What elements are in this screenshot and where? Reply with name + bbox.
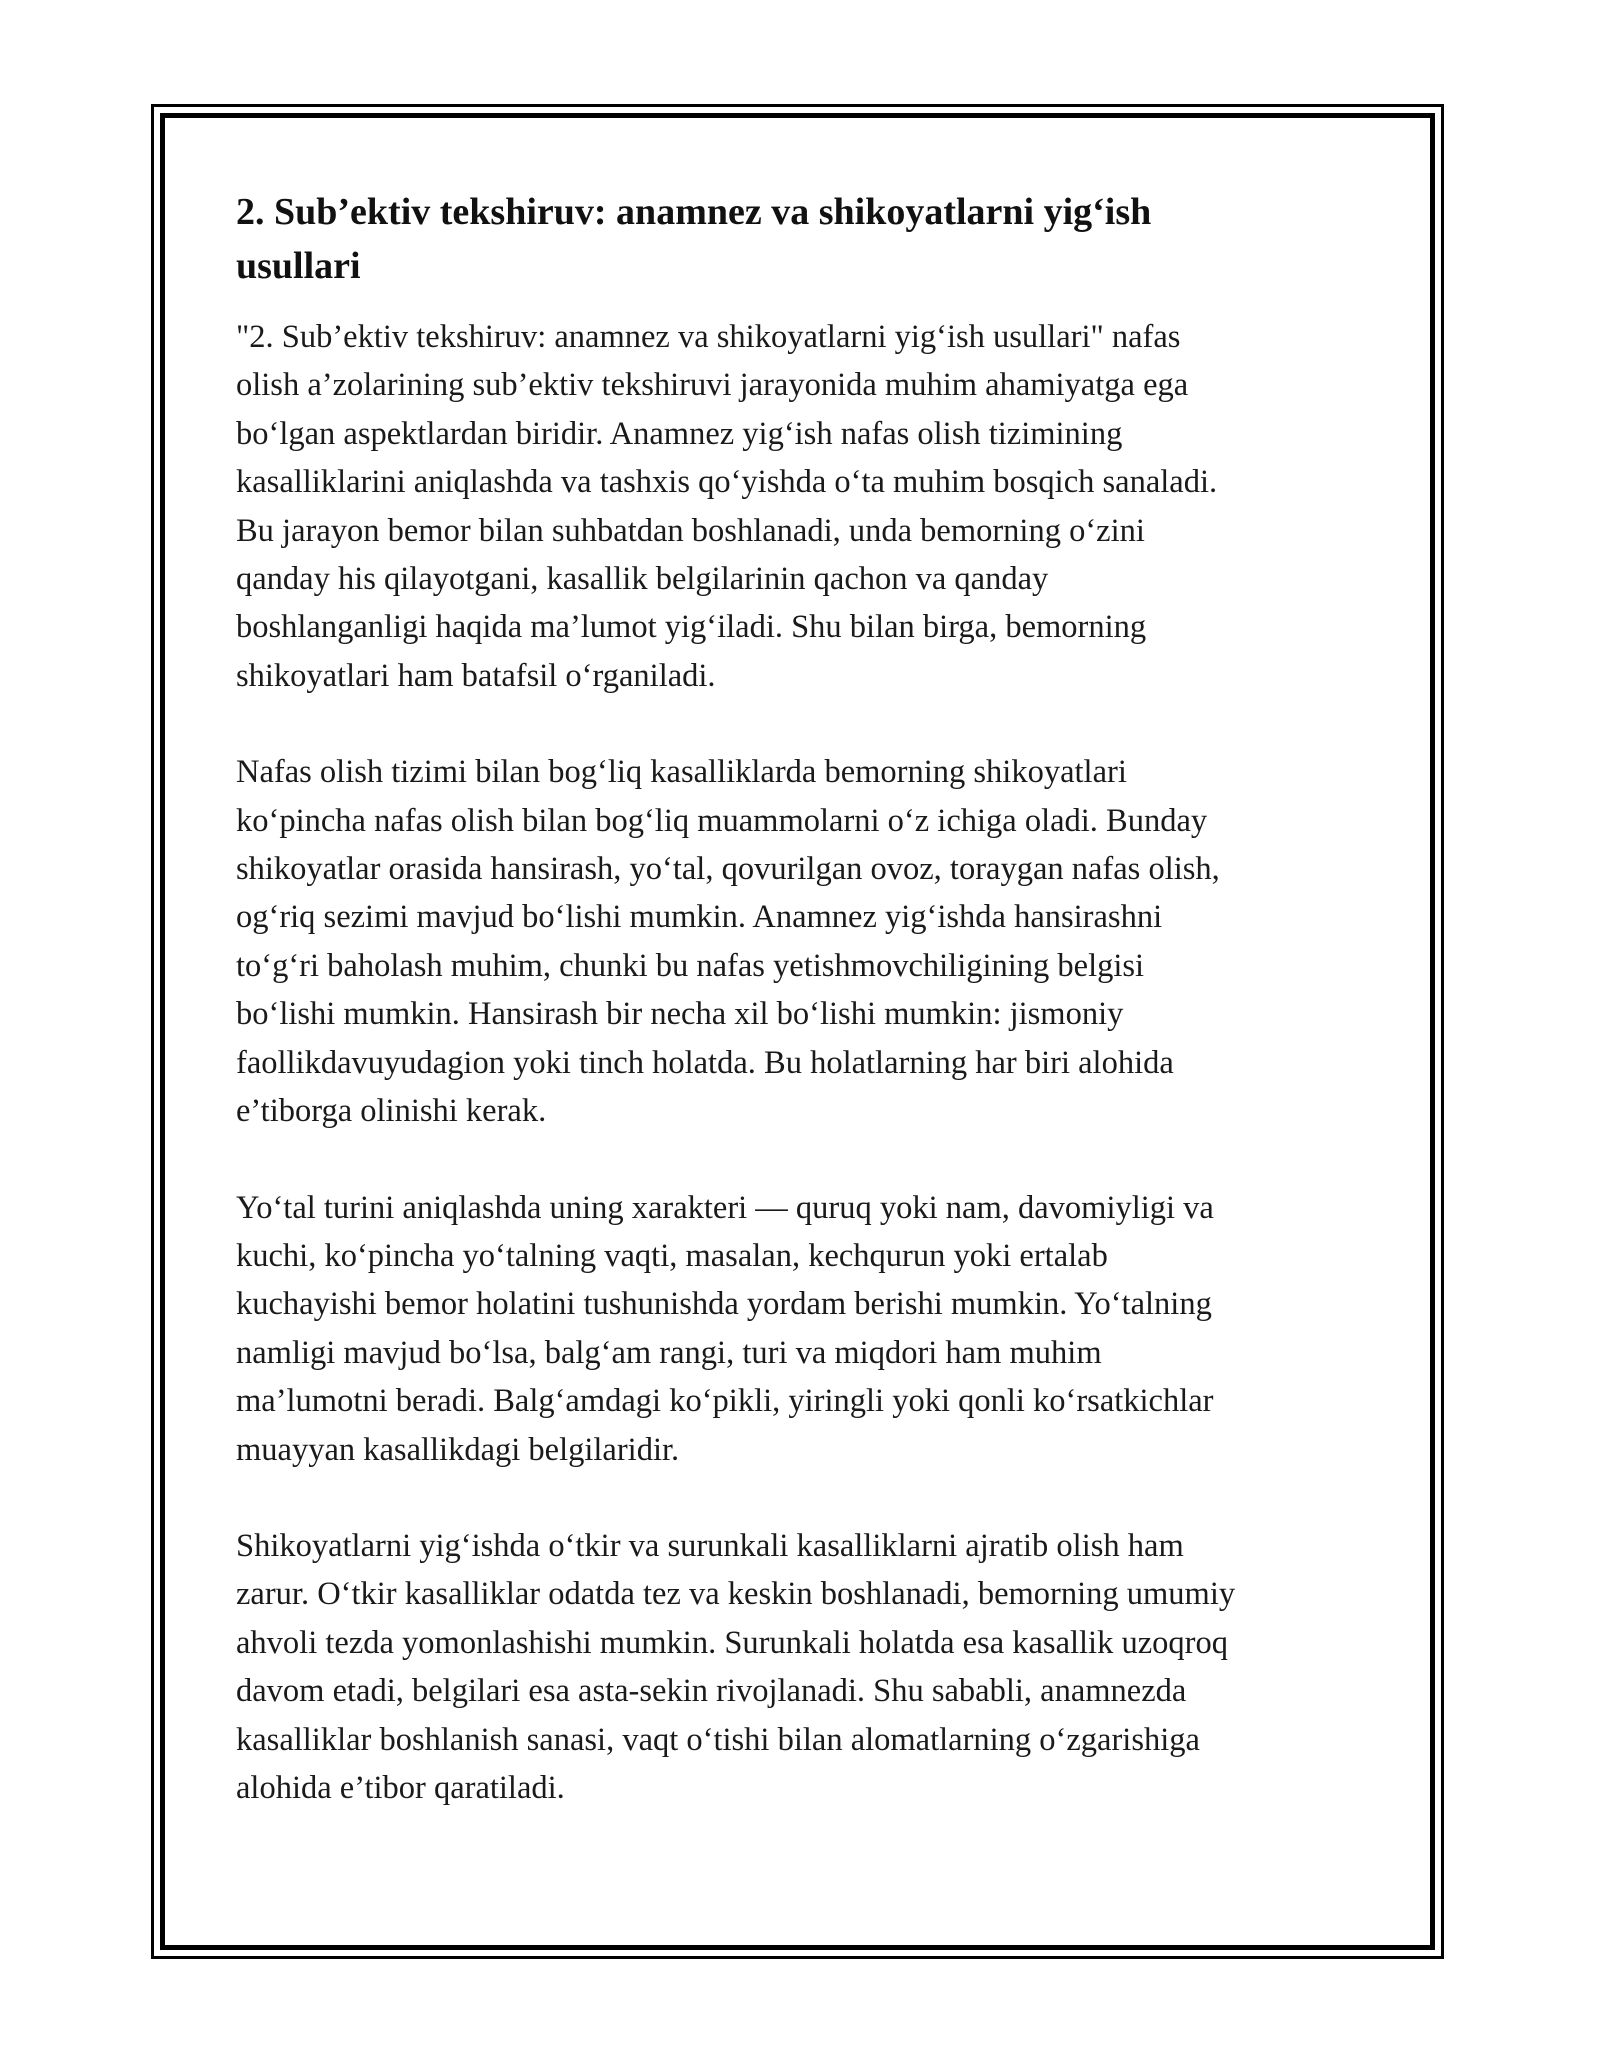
paragraph-4: Shikoyatlarni yig‘ishda o‘tkir va surunkali kasalliklarni ajratib olish ham zarur. O‘tkir kasalliklar odatda tez va keskin boshlanadi, bemorning umumiy ahvoli tezda yomonlashishi mumkin. Surunkali holatda esa kasallik uzoqroq davom etadi, belgilari esa asta-sekin rivojlanadi. Shu sababli, anamnezda kasalliklar boshlanish sanasi, vaqt o‘tishi bilan alomatlarning o‘zgarishiga alohida e’tibor qaratiladi. <box>236 1527 1236 1806</box>
document-body <box>236 185 1381 1860</box>
section-heading: 2. Sub’ektiv tekshiruv: anamnez va shikoyatlarni yig‘ish usullari <box>236 191 1152 287</box>
paragraph-1: "2. Sub’ektiv tekshiruv: anamnez va shikoyatlarni yig‘ish usullari" nafas olish a’zolarining sub’ektiv tekshiruvi jarayonida muhim ahamiyatga ega bo‘lgan aspektlardan biridir. Anamnez yig‘ish nafas olish tizimining kasalliklarini aniqlashda va tashxis qo‘yishda o‘ta muhim bosqich sanaladi. Bu jarayon bemor bilan suhbatdan boshlanadi, unda bemorning o‘zini qanday his qilayotgani, kasallik belgilarinin qachon va qanday boshlanganligi haqida ma’lumot yig‘iladi. Shu bilan birga, bemorning shikoyatlari ham batafsil o‘rganiladi. <box>236 319 1218 694</box>
paragraph-2: Nafas olish tizimi bilan bog‘liq kasalliklarda bemorning shikoyatlari ko‘pincha nafas olish bilan bog‘liq muammolarni o‘z ichiga oladi. Bunday shikoyatlar orasida hansirash, yo‘tal, qovurilgan ovoz, toraygan nafas olish, og‘riq sezimi mavjud bo‘lishi mumkin. Anamnez yig‘ishda hansirashni to‘g‘ri baholash muhim, chunki bu nafas yetishmovchiligining belgisi bo‘lishi mumkin. Hansirash bir necha xil bo‘lishi mumkin: jismoniy faollikdavuyudagion yoki tinch holatda. Bu holatlarning har biri alohida e’tiborga olinishi kerak. <box>236 754 1220 1130</box>
paragraph-3: Yo‘tal turini aniqlashda uning xarakteri — quruq yoki nam, davomiyligi va kuchi, ko‘pincha yo‘talning vaqti, masalan, kechqurun yoki ertalab kuchayishi bemor holatini tushunishda yordam berishi mumkin. Yo‘talning namligi mavjud bo‘lsa, balg‘am rangi, turi va miqdori ham muhim ma’lumotni beradi. Balg‘amdagi ko‘pikli, yiringli yoki qonli ko‘rsatkichlar muayyan kasallikdagi belgilaridir. <box>236 1189 1214 1468</box>
